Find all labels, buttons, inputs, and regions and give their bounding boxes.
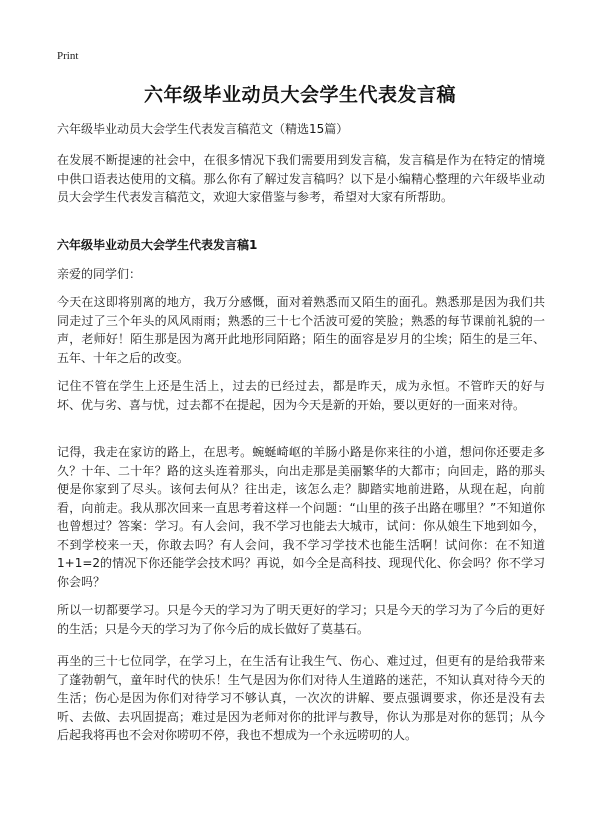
document-subtitle: 六年级毕业动员大会学生代表发言稿范文（精选15篇） xyxy=(57,122,349,136)
section-heading: 六年级毕业动员大会学生代表发言稿1 xyxy=(57,238,258,252)
body-paragraph: 再坐的三十七位同学，在学习上，在生活有让我生气、伤心、难过过，但更有的是给我带来了蓬勃朝气，童年时代的快乐！生气是因为你们对待人生道路的迷茫，不知认真对待今天的生活；伤心是因为你们对待学习不够认真，一次次的讲解、要点强调要求，你还是没有去听、去做、去巩固提高；难过是因为老师对你的批评与教导，你认为那是对你的惩罚；从今后起我将再也不会对你唠叨不停，我也不想成为一个永远唠叨的人。 xyxy=(57,654,545,742)
page-title: 六年级毕业动员大会学生代表发言稿 xyxy=(143,84,456,106)
body-paragraph: 所以一切都要学习。只是今天的学习为了明天更好的学习；只是今天的学习为了今后的更好的生活；只是今天的学习为了你今后的成长做好了莫基石。 xyxy=(57,603,545,636)
print-link[interactable]: Print xyxy=(57,50,79,62)
body-paragraph: 记住不管在学生上还是生活上，过去的已经过去，都是昨天，成为永恒。不管昨天的好与坏、优与劣、喜与忧，过去都不在提起，因为今天是新的开始，要以更好的一面来对待。 xyxy=(57,379,545,412)
greeting: 亲爱的同学们： xyxy=(57,267,142,281)
intro-paragraph: 在发展不断提速的社会中，在很多情况下我们需要用到发言稿，发言稿是作为在特定的情境中供口语表达使用的文稿。那么你有了解过发言稿吗？以下是小编精心整理的六年级毕业动员大会学生代表发言稿范文，欢迎大家借鉴与参考，希望对大家有所帮助。 xyxy=(57,153,545,204)
body-paragraph: 记得，我走在家访的路上，在思考。蜿蜒崎岖的羊肠小路是你来往的小道，想问你还要走多久？十年、二十年？路的这头连着那头，向出走那是美丽繁华的大都市；向回走，路的那头便是你家到了尽头。该何去何从？往出走，该怎么走？脚踏实地前进路，从现在起，向前看，向前走。我从那次回来一直思考着这样一个问题：“山里的孩子出路在哪里？”不知道你也曾想过？答案：学习。有人会问，我不学习也能去大城市，试问：你从娘生下地到如今，不到学校来一天，你敢去吗？有人会问，我不学习学技术也能生活啊！试问你：在不知道1+1=2的情况下你还能学会技术吗？再说，如今全是高科技、现现代化、你会吗？你不学习你会吗？ xyxy=(57,445,545,589)
body-paragraph: 今天在这即将别离的地方，我万分感慨，面对着熟悉而又陌生的面孔。熟悉那是因为我们共同走过了三个年头的风风雨雨；熟悉的三十七个活波可爱的笑脸；熟悉的每节课前礼貌的一声，老师好！陌生那是因为离开此地形同陌路；陌生的面容是岁月的尘埃；陌生的是三年、五年、十年之后的改变。 xyxy=(57,295,545,365)
